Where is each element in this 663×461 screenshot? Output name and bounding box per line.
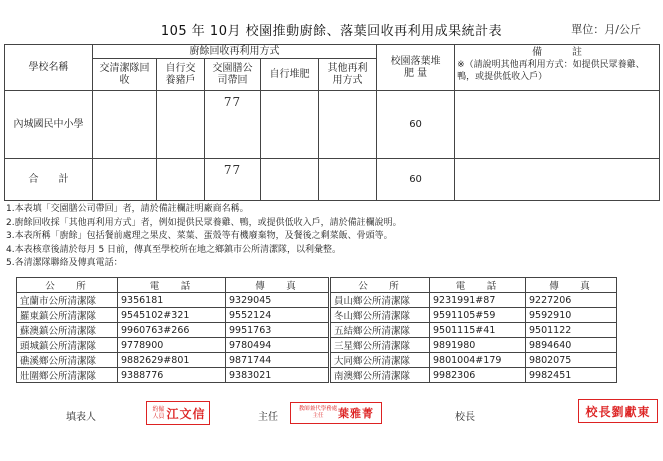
director-label: 主任	[258, 412, 278, 423]
catering-company-cell: 77	[205, 91, 261, 159]
table-row	[17, 368, 617, 383]
tel-cell: 9231991#87	[430, 293, 526, 308]
filler-seal-title: 約僱人員	[152, 406, 165, 420]
document-title: 105 年 10月 校園推動廚餘、落葉回收再利用成果統計表	[160, 24, 503, 39]
school-name-cell: 內城國民中小學	[5, 91, 93, 159]
fax-cell: 9329045	[226, 293, 330, 308]
filler-label: 填表人	[66, 412, 96, 423]
remark-cell	[455, 91, 660, 159]
total-pig-cell	[157, 159, 205, 201]
total-remark-cell	[455, 159, 660, 201]
leaf-compost-cell: 60	[377, 91, 455, 159]
office-cell: 頭城鎮公所清潔隊	[17, 338, 118, 353]
table-row	[17, 338, 617, 353]
header-leaf-compost: 校園落葉堆 肥 量	[377, 45, 455, 91]
office-cell: 羅東鎮公所清潔隊	[17, 308, 118, 323]
table-row	[5, 91, 660, 159]
tel-cell: 9960763#266	[118, 323, 226, 338]
note-item: 1.本表填「交園膳公司帶回」者，請於備註欄註明廠商名稱。	[6, 204, 249, 214]
total-other-cell	[319, 159, 377, 201]
tel-cell: 9545102#321	[118, 308, 226, 323]
office-cell: 冬山鄉公所清潔隊	[330, 308, 430, 323]
header-self-compost: 自行堆肥	[261, 59, 319, 91]
phone-header-row	[17, 278, 617, 293]
total-label-cell: 合 計	[5, 159, 93, 201]
total-compost-cell	[261, 159, 319, 201]
tel-cell: 9982306	[430, 368, 526, 383]
office-cell: 壯圍鄉公所清潔隊	[17, 368, 118, 383]
note-item: 2.廚餘回收採「其他再利用方式」者，例如提供民眾養雞、鴨，或提供低收入戶，請於備註欄說明。	[6, 217, 402, 228]
note-item: 4.本表核章後請於每月 5 日前，傳真至學校所在地之鄉鎮市公所清潔隊，以利彙整。	[6, 244, 342, 255]
tel-cell: 9882629#801	[118, 353, 226, 368]
office-cell: 員山鄉公所清潔隊	[330, 293, 430, 308]
other-reuse-cell	[319, 91, 377, 159]
fax-cell: 9383021	[226, 368, 330, 383]
table-row-total	[5, 159, 660, 201]
note-item: 5.各清潔隊聯絡及傳真電話：	[6, 258, 123, 268]
office-cell: 三星鄉公所清潔隊	[330, 338, 430, 353]
tel-cell: 9801004#179	[430, 353, 526, 368]
table-row	[17, 293, 617, 308]
phone-header-tel: 電 話	[118, 278, 226, 293]
note-item: 3.本表所稱「廚餘」包括餐前處理之果皮、菜葉、蛋殼等有機廢棄物，及餐後之剩菜飯、骨頭等。	[6, 231, 393, 241]
header-reuse-methods: 廚餘回收再利用方式	[93, 45, 377, 59]
table-row	[17, 323, 617, 338]
fax-cell: 9501122	[526, 323, 617, 338]
phone-header-fax: 傳 真	[526, 278, 617, 293]
tel-cell: 9591105#59	[430, 308, 526, 323]
unit-label: 單位：月/公斤	[571, 23, 641, 36]
tel-cell: 9501115#41	[430, 323, 526, 338]
food-waste-table	[4, 44, 660, 201]
header-school-name: 學校名稱	[5, 45, 93, 91]
filler-seal-name: 江文信	[166, 406, 206, 421]
phone-header-fax: 傳 真	[226, 278, 330, 293]
fax-cell: 9951763	[226, 323, 330, 338]
director-seal-name: 葉雅菁	[338, 407, 374, 420]
filler-seal	[146, 401, 210, 425]
fax-cell: 9894640	[526, 338, 617, 353]
principal-seal	[578, 399, 658, 423]
phone-header-tel: 電 話	[430, 278, 526, 293]
director-seal-title: 教師兼代學務處主任	[298, 406, 338, 419]
total-company-cell: 77	[205, 159, 261, 201]
office-cell: 礁溪鄉公所清潔隊	[17, 353, 118, 368]
principal-label: 校長	[455, 412, 475, 423]
header-remark	[455, 45, 660, 91]
fax-cell: 9982451	[526, 368, 617, 383]
header-self-pig-farm: 自行交養豬戶	[157, 59, 205, 91]
fax-cell: 9802075	[526, 353, 617, 368]
remark-title: 備 註	[532, 47, 583, 58]
tel-cell: 9388776	[118, 368, 226, 383]
header-cleaning-team: 交清潔隊回收	[93, 59, 157, 91]
office-cell: 南澳鄉公所清潔隊	[330, 368, 430, 383]
phone-header-office: 公 所	[17, 278, 118, 293]
self-pig-cell	[157, 91, 205, 159]
tel-cell: 9778900	[118, 338, 226, 353]
office-cell: 宜蘭市公所清潔隊	[17, 293, 118, 308]
tel-cell: 9891980	[430, 338, 526, 353]
notes-list	[6, 203, 656, 271]
director-seal	[290, 402, 382, 424]
office-cell: 五結鄉公所清潔隊	[330, 323, 430, 338]
fax-cell: 9780494	[226, 338, 330, 353]
office-cell: 蘇澳鎮公所清潔隊	[17, 323, 118, 338]
table-row	[17, 308, 617, 323]
header-catering-company: 交園膳公司帶回	[205, 59, 261, 91]
self-compost-cell	[261, 91, 319, 159]
fax-cell: 9592910	[526, 308, 617, 323]
total-leaf-cell: 60	[377, 159, 455, 201]
header-other-reuse: 其他再利用方式	[319, 59, 377, 91]
principal-seal-text: 校長劉獻東	[585, 404, 651, 419]
office-cell: 大同鄉公所清潔隊	[330, 353, 430, 368]
cleaning-team-cell	[93, 91, 157, 159]
fax-cell: 9552124	[226, 308, 330, 323]
fax-cell: 9227206	[526, 293, 617, 308]
total-cleaning-cell	[93, 159, 157, 201]
table-row	[17, 353, 617, 368]
phone-header-office: 公 所	[330, 278, 430, 293]
remark-instruction: ※（請說明其他再利用方式：如提供民眾養雞、鴨，或提供低收入戶）	[457, 60, 645, 82]
fax-cell: 9871744	[226, 353, 330, 368]
tel-cell: 9356181	[118, 293, 226, 308]
phone-table	[16, 277, 617, 383]
